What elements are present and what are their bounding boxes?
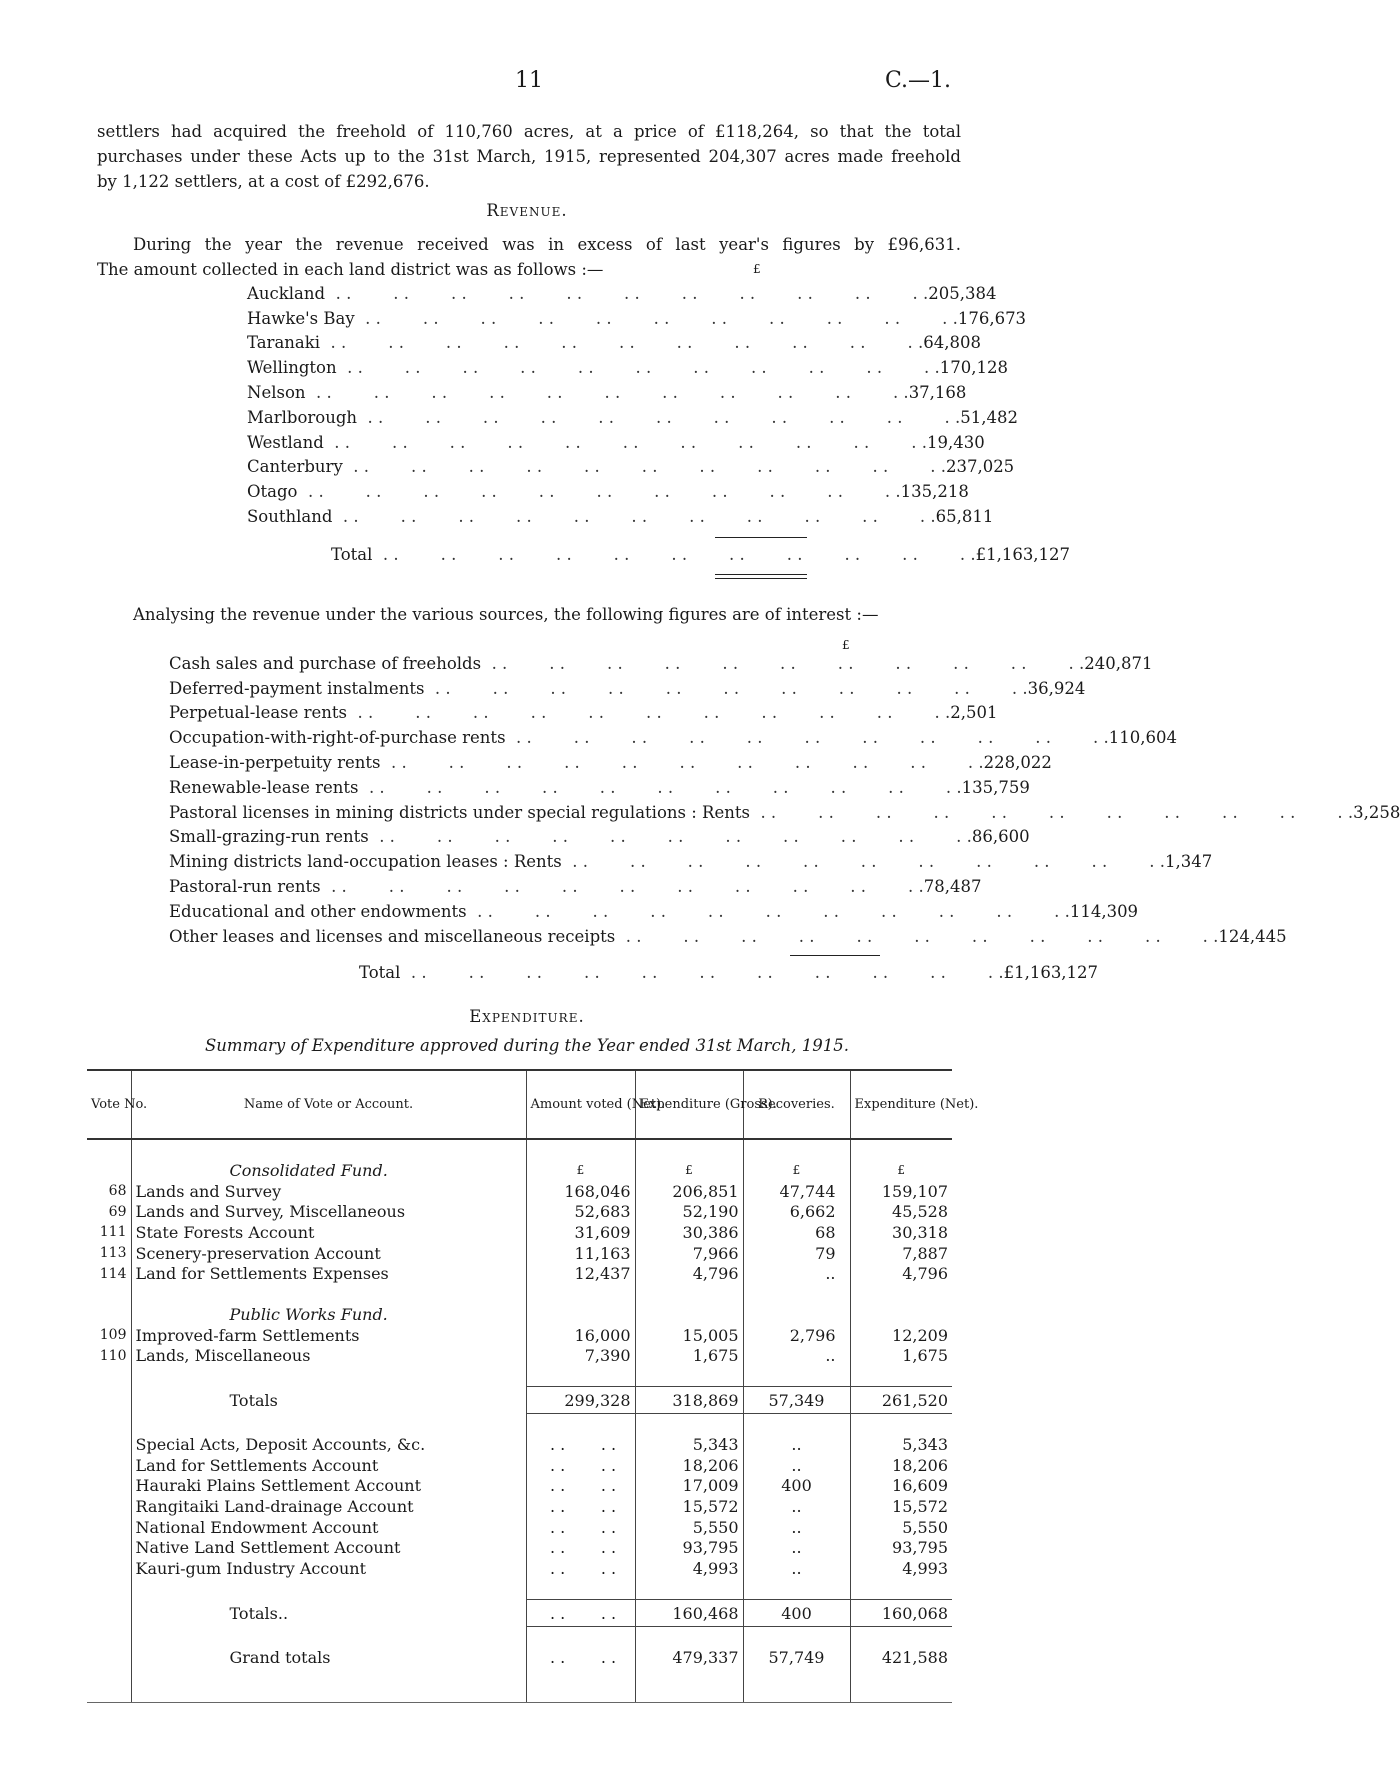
expenditure-net: 261,520 [850, 1387, 952, 1414]
recoveries: .. [743, 1496, 850, 1517]
district-row [247, 331, 981, 356]
column-header: Expenditure (Net). [850, 1070, 952, 1139]
expenditure-net: 93,795 [892, 1538, 948, 1558]
district-row [247, 504, 994, 529]
expenditure-net: 1,675 [902, 1346, 948, 1366]
district-row [247, 455, 1015, 480]
table-row [87, 1263, 952, 1284]
table-cell [850, 1579, 952, 1600]
expenditure-gross: 4,993 [635, 1558, 743, 1579]
source-row [169, 750, 1052, 775]
source-row-value: 135,759 [961, 777, 1030, 797]
column-header: Expenditure (Gross). [635, 1070, 743, 1139]
district-row-value: 135,218 [900, 482, 969, 502]
amount-voted: 11,163 [526, 1243, 635, 1264]
district-row-name: Taranaki . . [247, 333, 923, 352]
recoveries: .. [743, 1263, 850, 1284]
expenditure-gross: 479,337 [635, 1647, 743, 1668]
district-row [247, 355, 1008, 380]
source-row-name: Pastoral licenses in mining districts under special regulations : Rents . . [169, 803, 1353, 822]
recoveries: 2,796 [743, 1325, 850, 1346]
vote-number: 109 [87, 1325, 131, 1346]
table-cell [526, 1366, 635, 1387]
table-cell [526, 1579, 635, 1600]
vote-number: 110 [87, 1346, 131, 1367]
expenditure-net: 18,206 [892, 1455, 948, 1475]
recoveries: .. [743, 1558, 850, 1579]
source-row [169, 701, 998, 726]
source-row-value: 124,445 [1218, 926, 1287, 946]
expenditure-gross: 17,009 [635, 1476, 743, 1497]
source-row-value: 110,604 [1108, 728, 1177, 748]
expenditure-gross: 15,572 [635, 1496, 743, 1517]
column-header: Name of Vote or Account. [131, 1070, 526, 1139]
section-row [87, 1304, 952, 1325]
district-row-name: Canterbury . . [247, 457, 946, 476]
recoveries: 68 [743, 1222, 850, 1243]
table-cell [526, 1668, 635, 1703]
amount-voted: 16,000 [526, 1325, 635, 1346]
revenue-heading: Revenue. [486, 201, 568, 220]
column-header: Vote No. [87, 1070, 131, 1139]
table-cell [87, 1476, 131, 1497]
table-cell [635, 1627, 743, 1648]
table-row [87, 1434, 952, 1455]
expenditure-subtitle: Summary of Expenditure approved during the Year ended 31st March, 1915. [204, 1036, 850, 1055]
expenditure-net: 16,609 [892, 1476, 948, 1496]
spacer-row [87, 1366, 952, 1387]
sources-intro: Analysing the revenue under the various sources, the following figures are of interest :— [133, 605, 879, 624]
table-cell [131, 1668, 526, 1703]
source-row-value: 86,600 [971, 827, 1030, 847]
table-row [87, 1325, 952, 1346]
totals-row [87, 1600, 952, 1627]
table-cell [635, 1366, 743, 1387]
table-cell [87, 1600, 131, 1627]
section-heading: Consolidated Fund. [131, 1160, 526, 1181]
leader-dots [526, 1434, 635, 1455]
total-label: Total . . [247, 545, 976, 564]
leader-dots [526, 1517, 635, 1538]
district-row-value: 65,811 [935, 507, 994, 527]
intro-line: settlers had acquired the freehold of 110,760 acres, at a price of £118,264, so that the total [97, 122, 961, 141]
district-row-name: Auckland . . [247, 284, 928, 303]
table-cell [87, 1517, 131, 1538]
table-cell [131, 1579, 526, 1600]
grand-totals-label: Grand totals [131, 1647, 526, 1668]
source-row [169, 825, 1030, 850]
currency-symbol: £ [743, 1160, 850, 1181]
district-row-name: Nelson . . [247, 383, 909, 402]
leader-dots [526, 1558, 635, 1579]
table-row [87, 1538, 952, 1559]
expenditure-net: 5,343 [902, 1435, 948, 1455]
account-name: Scenery-preservation Account [131, 1243, 526, 1264]
table-cell [87, 1414, 131, 1435]
account-name: Lands and Survey, Miscellaneous [131, 1201, 526, 1222]
table-cell [87, 1558, 131, 1579]
leader-dots [526, 1455, 635, 1476]
source-row-name: Lease-in-perpetuity rents . . [169, 753, 984, 772]
recoveries: .. [743, 1434, 850, 1455]
table-cell [87, 1387, 131, 1414]
source-row [169, 874, 982, 899]
intro-line: purchases under these Acts up to the 31st March, 1915, represented 204,307 acres made freehold [97, 147, 961, 166]
expenditure-gross: 206,851 [635, 1181, 743, 1202]
vote-number: 69 [87, 1201, 131, 1222]
expenditure-net: 12,209 [892, 1325, 948, 1345]
district-row-value: 237,025 [945, 457, 1015, 477]
district-row-name: Westland . . [247, 433, 927, 452]
table-cell [743, 1304, 850, 1325]
recoveries: 6,662 [743, 1201, 850, 1222]
table-cell [131, 1284, 526, 1304]
source-row-name: Perpetual-lease rents . . [169, 703, 950, 722]
table-row [87, 1181, 952, 1202]
totals-label: Totals.. [131, 1600, 526, 1627]
district-row-name: Otago . . [247, 482, 901, 501]
table-cell [743, 1414, 850, 1435]
expenditure-gross: 318,869 [635, 1387, 743, 1414]
leader-dots [526, 1538, 635, 1559]
recoveries: .. [743, 1455, 850, 1476]
district-row-value: 170,128 [939, 358, 1008, 378]
source-row-name: Occupation-with-right-of-purchase rents . . [169, 728, 1109, 747]
source-row-value: 228,022 [983, 753, 1052, 773]
document-reference: C.—1. [885, 68, 952, 93]
district-row [247, 281, 997, 306]
source-row-name: Small-grazing-run rents . . [169, 827, 972, 846]
totals-row [87, 1387, 952, 1414]
account-name: Land for Settlements Expenses [131, 1263, 526, 1284]
district-row-value: 176,673 [957, 308, 1027, 328]
source-row-value: 114,309 [1069, 901, 1139, 921]
totals-label: Totals [131, 1387, 526, 1414]
account-name: Lands and Survey [131, 1181, 526, 1202]
expenditure-net: 30,318 [892, 1222, 948, 1242]
expenditure-net: 421,588 [881, 1647, 948, 1667]
account-name: National Endowment Account [131, 1517, 526, 1538]
table-cell [743, 1366, 850, 1387]
table-row [87, 1201, 952, 1222]
table-cell [850, 1366, 952, 1387]
source-row-value: 1,347 [1164, 852, 1213, 872]
expenditure-gross: 52,190 [635, 1201, 743, 1222]
expenditure-gross: 93,795 [635, 1538, 743, 1559]
table-cell [131, 1414, 526, 1435]
amount-voted: 299,328 [526, 1387, 635, 1414]
district-row-name: Hawke's Bay . . [247, 309, 958, 328]
table-cell [743, 1139, 850, 1160]
section-heading: Public Works Fund. [131, 1304, 526, 1325]
page-number: 11 [515, 68, 543, 93]
expenditure-net: 7,887 [902, 1243, 948, 1263]
table-row [87, 1496, 952, 1517]
district-row-value: 51,482 [960, 407, 1018, 427]
amount-voted: 7,390 [526, 1346, 635, 1367]
source-row-value: 36,924 [1027, 678, 1086, 698]
spacer-row [87, 1284, 952, 1304]
recoveries: 47,744 [743, 1181, 850, 1202]
currency-symbol: £ [526, 1160, 635, 1181]
expenditure-gross: 7,966 [635, 1243, 743, 1264]
district-row-value: 37,168 [908, 383, 967, 403]
expenditure-gross: 1,675 [635, 1346, 743, 1367]
recoveries: .. [743, 1538, 850, 1559]
recoveries: .. [743, 1517, 850, 1538]
source-row-name: Mining districts land-occupation leases : Rents . . [169, 852, 1165, 871]
account-name: Kauri-gum Industry Account [131, 1558, 526, 1579]
expenditure-table [87, 1069, 979, 1703]
table-row [87, 1517, 952, 1538]
table-cell [635, 1414, 743, 1435]
district-row-value: 205,384 [928, 283, 997, 303]
expenditure-net: 45,528 [892, 1202, 948, 1222]
intro-paragraph [97, 119, 961, 194]
column-header: Amount voted (Net). [526, 1070, 635, 1139]
table-cell [743, 1668, 850, 1703]
table-cell [526, 1139, 635, 1160]
table-cell [131, 1139, 526, 1160]
table-cell [87, 1455, 131, 1476]
table-cell [87, 1579, 131, 1600]
leader-dots [526, 1647, 635, 1668]
expenditure-net: 160,068 [850, 1600, 952, 1627]
table-cell [526, 1414, 635, 1435]
table-row [87, 1243, 952, 1264]
column-header: Recoveries. [743, 1070, 850, 1139]
table-cell [526, 1304, 635, 1325]
source-row-name: Other leases and licenses and miscellaneous receipts . . [169, 927, 1218, 946]
currency-symbol: £ [635, 1160, 743, 1181]
table-cell [87, 1538, 131, 1559]
recoveries: .. [743, 1346, 850, 1367]
intro-line: by 1,122 settlers, at a cost of £292,676. [97, 172, 430, 191]
district-row [247, 405, 1018, 430]
currency-symbol: £ [842, 638, 850, 652]
account-name: Land for Settlements Account [131, 1455, 526, 1476]
table-row [87, 1476, 952, 1497]
source-row-name: Cash sales and purchase of freeholds . . [169, 654, 1084, 673]
table-cell [131, 1627, 526, 1648]
table-cell [87, 1284, 131, 1304]
account-name: Hauraki Plains Settlement Account [131, 1476, 526, 1497]
table-cell [850, 1668, 952, 1703]
source-row-value: 3,258 [1353, 802, 1400, 822]
source-row-name: Pastoral-run rents . . [169, 877, 924, 896]
table-cell [87, 1647, 131, 1668]
leader-dots [526, 1600, 635, 1627]
recoveries: 400 [743, 1600, 850, 1627]
table-bottom [87, 1668, 952, 1703]
table-cell [526, 1627, 635, 1648]
currency-symbol: £ [753, 262, 761, 276]
source-row [169, 676, 1086, 701]
recoveries: 79 [743, 1243, 850, 1264]
table-cell [850, 1304, 952, 1325]
amount-voted: 12,437 [526, 1263, 635, 1284]
account-name: Improved-farm Settlements [131, 1325, 526, 1346]
table-cell [87, 1496, 131, 1517]
table-cell [87, 1668, 131, 1703]
total-value: £1,163,127 [975, 544, 1071, 564]
table-row [87, 1558, 952, 1579]
leader-dots [526, 1496, 635, 1517]
table-cell [87, 1434, 131, 1455]
source-row-name: Renewable-lease rents . . [169, 778, 962, 797]
source-row [169, 899, 1139, 924]
expenditure-net: 159,107 [881, 1181, 948, 1201]
district-row-value: 64,808 [923, 333, 981, 353]
expenditure-net: 15,572 [892, 1497, 948, 1517]
table-cell [635, 1579, 743, 1600]
vote-number: 111 [87, 1222, 131, 1243]
account-name: State Forests Account [131, 1222, 526, 1243]
source-row-value: 2,501 [950, 703, 998, 723]
table-cell [87, 1304, 131, 1325]
table-cell [743, 1627, 850, 1648]
amount-voted: 168,046 [526, 1181, 635, 1202]
table-cell [850, 1414, 952, 1435]
table-cell [87, 1139, 131, 1160]
table-cell [87, 1160, 131, 1181]
source-row-value: 78,487 [923, 877, 982, 897]
source-row-value: 240,871 [1084, 653, 1153, 673]
account-name: Special Acts, Deposit Accounts, &c. [131, 1434, 526, 1455]
district-row-name: Southland . . [247, 507, 936, 526]
table-row [87, 1222, 952, 1243]
source-row [169, 725, 1177, 750]
section-row [87, 1160, 952, 1181]
district-row [247, 306, 1027, 331]
account-name: Native Land Settlement Account [131, 1538, 526, 1559]
expenditure-gross: 18,206 [635, 1455, 743, 1476]
expenditure-net: 4,993 [902, 1559, 948, 1579]
table-cell [87, 1366, 131, 1387]
table-cell [850, 1627, 952, 1648]
account-name: Lands, Miscellaneous [131, 1346, 526, 1367]
vote-number: 68 [87, 1181, 131, 1202]
expenditure-gross: 30,386 [635, 1222, 743, 1243]
revenue-paragraph [97, 232, 961, 282]
sources-total [169, 960, 1099, 985]
vote-number: 113 [87, 1243, 131, 1264]
expenditure-gross: 5,550 [635, 1517, 743, 1538]
source-row [169, 800, 1400, 825]
source-row [169, 924, 1287, 949]
expenditure-net: 4,796 [902, 1264, 948, 1284]
spacer-row [87, 1139, 952, 1160]
expenditure-heading: Expenditure. [469, 1007, 585, 1026]
district-row-name: Wellington . . [247, 358, 940, 377]
expenditure-gross: 5,343 [635, 1434, 743, 1455]
table-cell [131, 1366, 526, 1387]
district-row-name: Marlborough . . [247, 408, 960, 427]
source-row-name: Deferred-payment instalments . . [169, 679, 1028, 698]
table-row [87, 1455, 952, 1476]
table-cell [526, 1284, 635, 1304]
table-cell [635, 1668, 743, 1703]
expenditure-gross: 4,796 [635, 1263, 743, 1284]
amount-voted: 31,609 [526, 1222, 635, 1243]
table-cell [635, 1284, 743, 1304]
spacer-row [87, 1414, 952, 1435]
table-cell [743, 1284, 850, 1304]
expenditure-net: 5,550 [902, 1517, 948, 1537]
district-list [247, 281, 1027, 529]
revenue-line: The amount collected in each land district was as follows :— [97, 260, 604, 279]
revenue-line: During the year the revenue received was in excess of last year's figures by £96,631. [133, 235, 961, 254]
total-value: £1,163,127 [1003, 962, 1099, 982]
leader-dots [526, 1476, 635, 1497]
vote-number: 114 [87, 1263, 131, 1284]
source-row [169, 775, 1030, 800]
table-row [87, 1346, 952, 1367]
total-label: Total . . [169, 963, 1004, 982]
revenue-sources-list [169, 651, 1400, 949]
table-cell [635, 1139, 743, 1160]
amount-voted: 52,683 [526, 1201, 635, 1222]
table-cell [743, 1579, 850, 1600]
district-row [247, 479, 969, 504]
table-header-row [87, 1070, 952, 1139]
table-cell [635, 1304, 743, 1325]
district-row-value: 19,430 [926, 432, 985, 452]
account-name: Rangitaiki Land-drainage Account [131, 1496, 526, 1517]
expenditure-gross: 160,468 [635, 1600, 743, 1627]
spacer-row [87, 1627, 952, 1648]
recoveries: 400 [743, 1476, 850, 1497]
expenditure-gross: 15,005 [635, 1325, 743, 1346]
table-cell [87, 1627, 131, 1648]
grand-totals-row [87, 1647, 952, 1668]
recoveries: 57,349 [743, 1387, 850, 1414]
recoveries: 57,749 [743, 1647, 850, 1668]
source-row-name: Educational and other endowments . . [169, 902, 1070, 921]
district-row [247, 380, 967, 405]
district-row [247, 430, 985, 455]
currency-symbol: £ [897, 1163, 906, 1178]
table-cell [850, 1139, 952, 1160]
spacer-row [87, 1579, 952, 1600]
source-row [169, 849, 1213, 874]
source-row [169, 651, 1153, 676]
district-total [247, 542, 1071, 567]
table-cell [850, 1284, 952, 1304]
